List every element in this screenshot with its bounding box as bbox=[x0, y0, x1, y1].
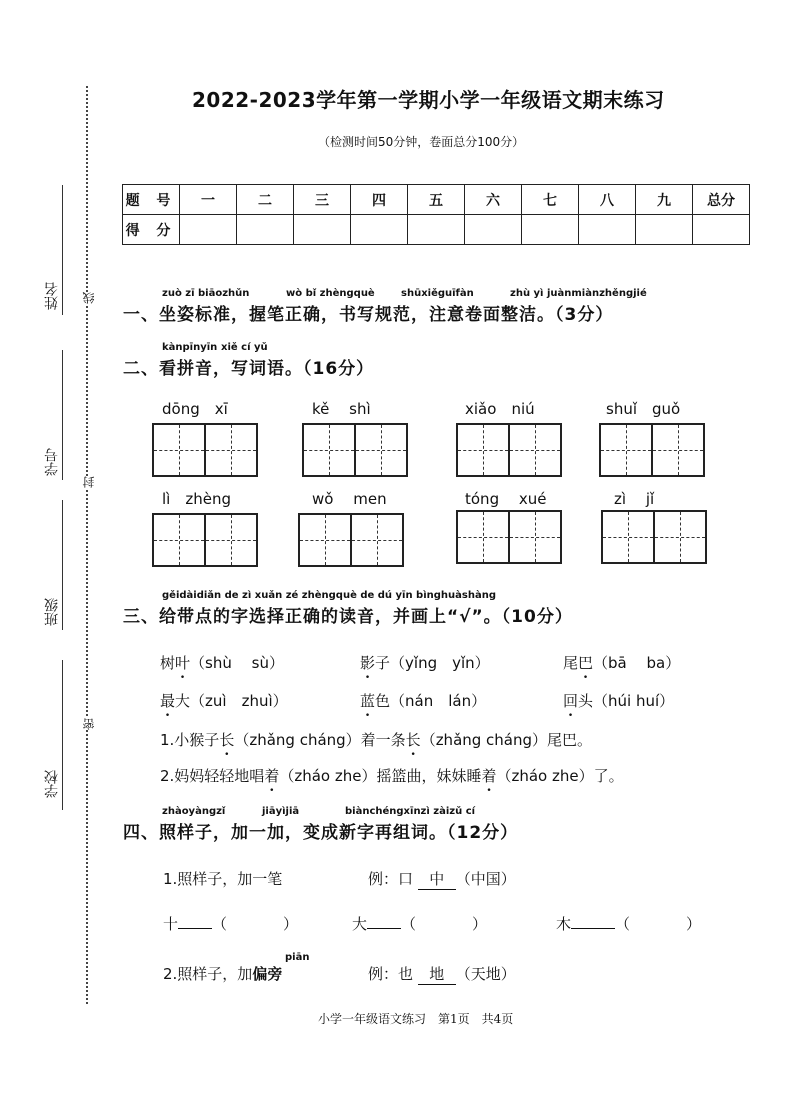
reading-choice[interactable]: 影子（yǐng yǐn） bbox=[360, 654, 490, 672]
tianzi-grid[interactable] bbox=[302, 423, 408, 477]
class-label: 班级 bbox=[44, 598, 60, 626]
column-header: 九 bbox=[636, 185, 693, 215]
section2-pinyin: kànpīnyīn bbox=[162, 342, 218, 353]
q1-example: 例：口 中 （中国） bbox=[368, 870, 516, 888]
score-cell[interactable] bbox=[294, 215, 351, 245]
q1-item[interactable]: 木 （ ） bbox=[556, 915, 702, 933]
name-label: 姓名 bbox=[44, 282, 60, 310]
column-header-total: 总分 bbox=[693, 185, 750, 215]
q2-example: 例：也 地 （天地） bbox=[368, 965, 516, 983]
column-header: 八 bbox=[579, 185, 636, 215]
section4-pinyin: jiāyìjiā bbox=[262, 806, 300, 817]
tianzi-grid[interactable] bbox=[456, 423, 562, 477]
school-write-line[interactable] bbox=[62, 660, 63, 810]
q1-example-answer: 中 bbox=[418, 868, 456, 890]
q2-example-answer: 地 bbox=[418, 963, 456, 985]
sentence-1[interactable]: 1.小猴子长（zhǎng cháng）着一条长（zhǎng cháng）尾巴。 bbox=[160, 731, 593, 749]
score-label: 得 分 bbox=[123, 215, 180, 245]
section4-pinyin: zhàoyàngzǐ bbox=[162, 806, 226, 817]
tianzi-cell[interactable] bbox=[350, 515, 402, 565]
tianzi-cell[interactable] bbox=[458, 425, 508, 475]
q2-instruction: 2.照样子，加偏旁 bbox=[163, 965, 283, 983]
answer-blank[interactable] bbox=[571, 928, 615, 929]
reading-choice[interactable]: 最大（zuì zhuì） bbox=[160, 692, 288, 710]
column-header: 四 bbox=[351, 185, 408, 215]
word-pinyin: kě shì bbox=[312, 400, 371, 418]
section1-pinyin: zhù yì juànmiànzhěngjié bbox=[510, 288, 647, 299]
tianzi-cell[interactable] bbox=[653, 512, 705, 562]
number-label: 学号 bbox=[44, 448, 60, 476]
tianzi-grid[interactable] bbox=[152, 513, 258, 567]
word-pinyin: shuǐ guǒ bbox=[606, 400, 681, 418]
section3-pinyin: gěidàidiǎn de zì xuǎn zé zhèngquè de dú yīn bìnghuàshàng bbox=[162, 590, 497, 601]
q1-item[interactable]: 大 （ ） bbox=[352, 915, 488, 933]
seal-mark-feng: 封 bbox=[82, 476, 96, 488]
word-pinyin: tóng xué bbox=[465, 490, 547, 508]
answer-blank[interactable] bbox=[367, 928, 401, 929]
seal-mark-mi: 密 bbox=[82, 718, 96, 730]
class-write-line[interactable] bbox=[62, 500, 63, 630]
q2-pinyin: piān bbox=[285, 952, 310, 963]
column-header: 三 bbox=[294, 185, 351, 215]
column-header: 五 bbox=[408, 185, 465, 215]
section1-pinyin: shūxiěguīfàn bbox=[401, 288, 474, 299]
binding-dotted-line bbox=[86, 86, 88, 1004]
tianzi-grid[interactable] bbox=[298, 513, 404, 567]
reading-choice[interactable]: 回头（húi huí） bbox=[563, 692, 675, 710]
question-number-label: 题 号 bbox=[123, 185, 180, 215]
score-table-score-row bbox=[123, 215, 750, 245]
score-cell[interactable] bbox=[636, 215, 693, 245]
q1-item[interactable]: 十 （ ） bbox=[163, 915, 299, 933]
score-cell-total[interactable] bbox=[693, 215, 750, 245]
section3-heading: 三、给带点的字选择正确的读音，并画上“√”。（10分） bbox=[123, 607, 573, 627]
sentence-2[interactable]: 2.妈妈轻轻地唱着（zháo zhe）摇篮曲，妹妹睡着（zháo zhe）了。 bbox=[160, 767, 624, 785]
section2-pinyin: xiě cí yǔ bbox=[221, 342, 268, 353]
page-title: 2022-2023学年第一学期小学一年级语文期末练习 bbox=[192, 88, 665, 112]
section4-pinyin: biànchéngxīnzì zàizǔ cí bbox=[345, 806, 476, 817]
tianzi-cell[interactable] bbox=[458, 512, 508, 562]
section4-heading: 四、照样子，加一加，变成新字再组词。（12分） bbox=[123, 823, 519, 843]
column-header: 六 bbox=[465, 185, 522, 215]
word-pinyin: dōng xī bbox=[162, 400, 228, 418]
score-cell[interactable] bbox=[237, 215, 294, 245]
tianzi-cell[interactable] bbox=[508, 512, 560, 562]
tianzi-cell[interactable] bbox=[304, 425, 354, 475]
tianzi-cell[interactable] bbox=[508, 425, 560, 475]
reading-choice[interactable]: 蓝色（nán lán） bbox=[360, 692, 487, 710]
tianzi-grid[interactable] bbox=[599, 423, 705, 477]
tianzi-grid[interactable] bbox=[152, 423, 258, 477]
score-cell[interactable] bbox=[465, 215, 522, 245]
column-header: 二 bbox=[237, 185, 294, 215]
word-pinyin: zì jǐ bbox=[614, 490, 655, 508]
section2-heading: 二、看拼音，写词语。（16分） bbox=[123, 359, 375, 379]
q1-instruction: 1.照样子，加一笔 bbox=[163, 870, 283, 888]
column-header: 一 bbox=[180, 185, 237, 215]
school-label: 学校 bbox=[44, 770, 60, 798]
tianzi-cell[interactable] bbox=[300, 515, 350, 565]
tianzi-grid[interactable] bbox=[601, 510, 707, 564]
section1-heading: 一、坐姿标准，握笔正确，书写规范，注意卷面整洁。（3分） bbox=[123, 305, 614, 325]
number-write-line[interactable] bbox=[62, 350, 63, 480]
score-cell[interactable] bbox=[522, 215, 579, 245]
section1-pinyin: zuò zī biāozhǔn bbox=[162, 288, 250, 299]
exam-subtitle: （检测时间50分钟，卷面总分100分） bbox=[318, 135, 525, 149]
tianzi-cell[interactable] bbox=[154, 425, 204, 475]
tianzi-grid[interactable] bbox=[456, 510, 562, 564]
word-pinyin: wǒ men bbox=[312, 490, 387, 508]
tianzi-cell[interactable] bbox=[204, 425, 256, 475]
score-cell[interactable] bbox=[408, 215, 465, 245]
seal-mark-xian: 线 bbox=[82, 292, 96, 304]
reading-choice[interactable]: 尾巴（bā ba） bbox=[563, 654, 681, 672]
tianzi-cell[interactable] bbox=[354, 425, 406, 475]
score-table-header-row bbox=[123, 185, 750, 215]
reading-choice[interactable]: 树叶（shù sù） bbox=[160, 654, 284, 672]
tianzi-cell[interactable] bbox=[601, 425, 651, 475]
word-pinyin: lì zhèng bbox=[162, 490, 231, 508]
page-footer: 小学一年级语文练习 第1页 共4页 bbox=[318, 1012, 514, 1026]
tianzi-cell[interactable] bbox=[204, 515, 256, 565]
score-cell[interactable] bbox=[579, 215, 636, 245]
answer-blank[interactable] bbox=[178, 928, 212, 929]
score-cell[interactable] bbox=[180, 215, 237, 245]
tianzi-cell[interactable] bbox=[651, 425, 703, 475]
word-pinyin: xiǎo niú bbox=[465, 400, 535, 418]
score-cell[interactable] bbox=[351, 215, 408, 245]
tianzi-cell[interactable] bbox=[154, 515, 204, 565]
tianzi-cell[interactable] bbox=[603, 512, 653, 562]
section1-pinyin: wò bǐ zhèngquè bbox=[286, 288, 375, 299]
column-header: 七 bbox=[522, 185, 579, 215]
score-table bbox=[122, 184, 750, 245]
name-write-line[interactable] bbox=[62, 185, 63, 315]
